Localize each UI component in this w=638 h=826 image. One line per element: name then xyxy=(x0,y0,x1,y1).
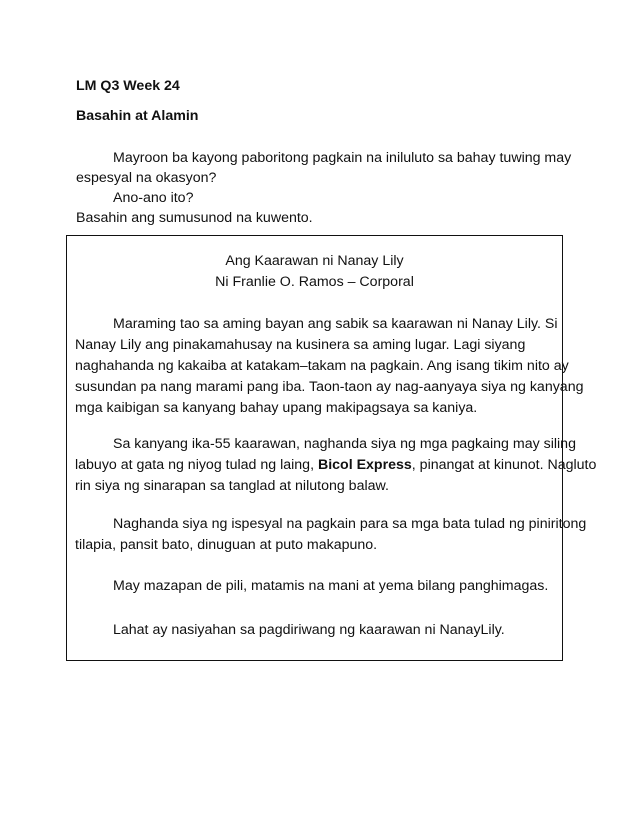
story-box xyxy=(66,235,597,661)
paragraph-line: Sa kanyang ika-55 kaarawan, naghanda siya ng mga pagkaing may siling xyxy=(113,436,576,452)
paragraph-line: Lahat ay nasiyahan sa pagdiriwang ng kaarawan ni NanayLily. xyxy=(113,622,505,638)
paragraph-line: Maraming tao sa aming bayan ang sabik sa kaarawan ni Nanay Lily. Si xyxy=(113,316,558,332)
paragraph-line: Naghanda siya ng ispesyal na pagkain para sa mga bata tulad ng piniritong xyxy=(113,516,587,532)
intro-question-1-line-2: espesyal na okasyon? xyxy=(76,170,217,186)
story-author: Ni Franlie O. Ramos – Corporal xyxy=(215,274,414,290)
intro-text xyxy=(76,148,572,228)
intro-question-2: Ano-ano ito? xyxy=(113,190,194,206)
bold-dish-name: Bicol Express xyxy=(317,457,412,473)
paragraph-line xyxy=(75,455,597,476)
paragraph-line: tilapia, pansit bato, dinuguan at puto makapuno. xyxy=(75,537,378,553)
paragraph-line: susundan pa nang marami pang iba. Taon-taon ay nag-aanyaya siya ng kanyang xyxy=(75,379,584,395)
story-paragraph-5 xyxy=(75,620,561,641)
story-paragraph-2 xyxy=(75,434,597,497)
paragraph-line: Nanay Lily ang pinakamahusay na kusinera sa aming lugar. Lagi siyang xyxy=(75,337,526,353)
paragraph-line: mga kaibigan sa kanyang bahay upang makipagsaya sa kaniya. xyxy=(75,400,478,416)
paragraph-line: May mazapan de pili, matamis na mani at yema bilang panghimagas. xyxy=(113,578,549,594)
intro-instruction: Basahin ang sumusunod na kuwento. xyxy=(76,210,313,226)
paragraph-text: , pinangat at kinunot. Nagluto xyxy=(411,457,597,473)
paragraph-text: labuyo at gata ng niyog tulad ng laing, xyxy=(75,457,318,473)
lesson-label: LM Q3 Week 24 xyxy=(76,78,180,94)
section-title: Basahin at Alamin xyxy=(76,108,199,124)
paragraph-line: naghahanda ng kakaiba at katakam–takam na pagkain. Ang isang tikim nito ay xyxy=(75,358,569,374)
story-title: Ang Kaarawan ni Nanay Lily xyxy=(225,253,404,269)
story-paragraph-1 xyxy=(75,314,584,419)
story-paragraph-4 xyxy=(75,576,561,597)
intro-question-1-line-1: Mayroon ba kayong paboritong pagkain na iniluluto sa bahay tuwing may xyxy=(113,150,572,166)
paragraph-line: rin siya ng sinarapan sa tanglad at nilutong balaw. xyxy=(75,478,389,494)
story-paragraph-3 xyxy=(75,514,587,556)
